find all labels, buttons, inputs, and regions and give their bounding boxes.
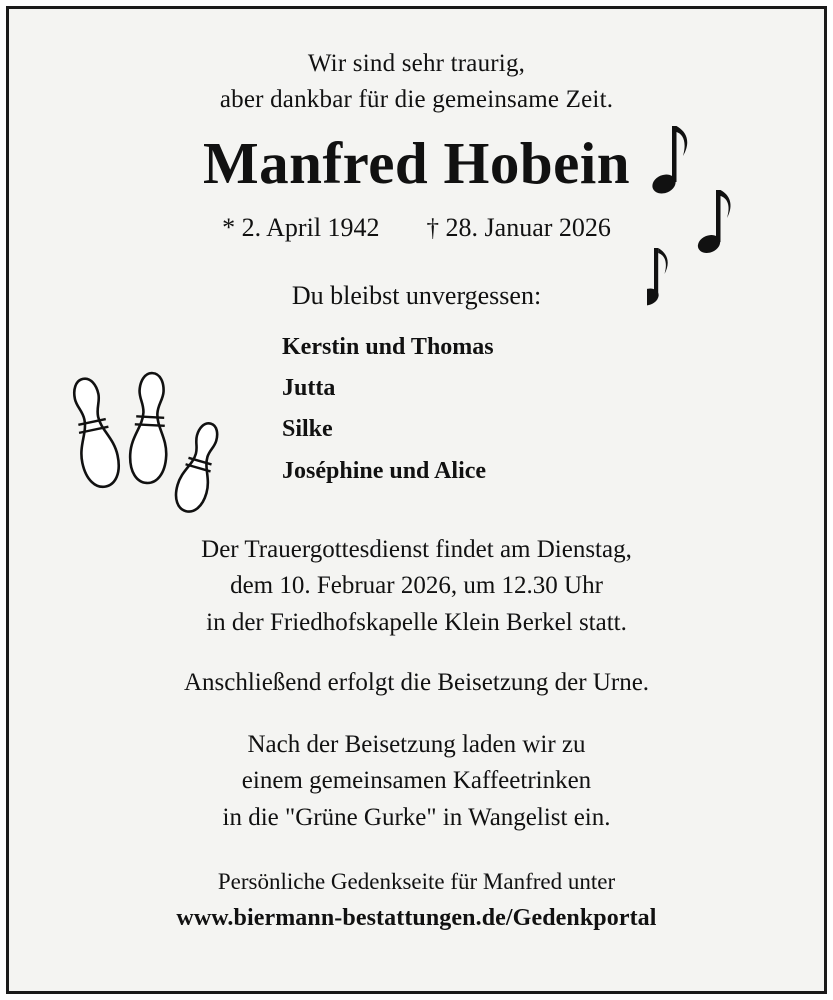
intro-line-1: Wir sind sehr traurig, (307, 50, 526, 77)
birth-date: 2. April 1942 (241, 212, 380, 242)
service-details (201, 532, 632, 641)
family-member: Silke (282, 416, 333, 443)
invitation (223, 727, 611, 836)
bowling-pins-icon (56, 369, 236, 554)
memorial-page-info (176, 866, 656, 936)
family-member: Jutta (282, 375, 336, 402)
deceased-name: Manfred Hobein (202, 130, 631, 196)
family-member: Kerstin und Thomas (282, 333, 494, 360)
birth-symbol: * (222, 212, 236, 242)
service-line-1: Der Trauergottesdienst findet am Dienstag, (201, 536, 632, 563)
memorial-url[interactable]: www.biermann-bestattungen.de/Gedenkportal (176, 904, 657, 931)
obituary-notice (14, 14, 819, 986)
invitation-line-2: einem gemeinsamen Kaffeetrinken (241, 767, 592, 795)
intro-line-2: aber dankbar für die gemeinsame Zeit. (219, 85, 614, 113)
service-line-3: in der Friedhofskapelle Klein Berkel statt. (206, 608, 627, 636)
remembrance-label: Du bleibst unvergessen: (291, 280, 542, 310)
burial-note: Anschließend erfolgt die Beisetzung der Urne. (183, 668, 650, 696)
death-date: 28. Januar 2026 (445, 212, 611, 242)
music-note-icon (647, 122, 777, 322)
death-symbol: † (426, 214, 440, 242)
service-line-2: dem 10. Februar 2026, um 12.30 Uhr (230, 572, 603, 600)
intro-text (220, 46, 613, 117)
family-list (282, 327, 494, 492)
life-dates (222, 213, 611, 243)
invitation-line-3: in die "Grüne Gurke" in Wangelist ein. (222, 803, 611, 831)
invitation-line-1: Nach der Beisetzung laden wir zu (247, 731, 586, 758)
memorial-text: Persönliche Gedenkseite für Manfred unter (217, 868, 616, 894)
family-member: Joséphine und Alice (282, 457, 487, 484)
